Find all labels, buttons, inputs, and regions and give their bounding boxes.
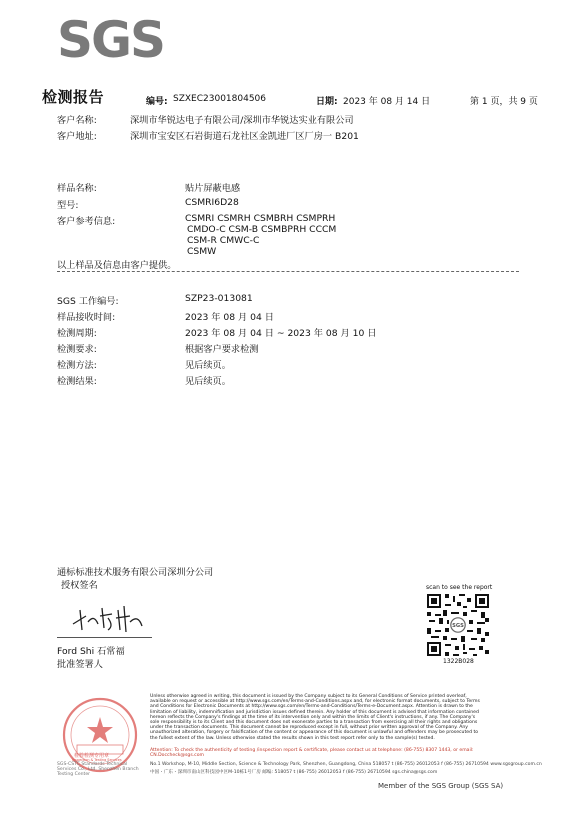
model-label: 型号: (57, 200, 79, 211)
ref-line-1: CSMRI CSMRH CSMBRH CSMPRH (185, 213, 336, 224)
ref-label: 客户参考信息: (57, 216, 116, 227)
recv-date: 2023 年 08 月 04 日 (185, 312, 274, 323)
req-value: 根据客户要求检测 (185, 344, 259, 355)
result-value: 见后续页。 (185, 376, 231, 387)
method-value: 见后续页。 (185, 360, 231, 371)
address-en: No.1 Workshop, M-10, Middle Section, Science & Technology Park, Shenzhen, Guangdong, China 518057 t (86-755) 26012053 f (86-755) 26710594 www.sgsgroup.com.cn (150, 762, 542, 767)
svg-text:SGS: SGS (452, 623, 464, 630)
ref-line-4: CSMW (187, 246, 217, 257)
period-value: 2023 年 08 月 04 日 ~ 2023 年 08 月 10 日 (185, 328, 377, 339)
page-number: 第 1 页，共 9 页 (470, 97, 538, 107)
ref-line-2: CMDO-C CSM-B CSMBPRH CCCM (187, 224, 337, 235)
stamp-subtext: Inspection & Testing Services (72, 758, 122, 762)
handwritten-signature (68, 596, 148, 636)
stamp-text: 检验检测专用章 (74, 753, 110, 759)
client-name-label: 客户名称: (57, 115, 97, 126)
client-addr-label: 客户地址: (57, 131, 97, 142)
sample-name-label: 样品名称: (57, 183, 97, 194)
sgs-logo (57, 11, 165, 69)
scan-label: scan to see the report (426, 584, 493, 591)
period-label: 检测周期: (57, 328, 97, 339)
qr-code-number: 1322B028 (443, 658, 474, 665)
model-value: CSMRI6D28 (185, 197, 239, 208)
job-label: SGS 工作编号: (57, 296, 119, 307)
report-no-label: 编号: (146, 97, 168, 107)
signer-title: 批准签署人 (57, 659, 103, 670)
sample-name: 贴片屏蔽电感 (185, 183, 241, 194)
ref-line-3: CSM-R CMWC-C (187, 235, 260, 246)
client-addr: 深圳市宝安区石岩街道石龙社区金凯进厂区厂房一 B201 (130, 131, 359, 142)
report-no: SZXEC23001804506 (173, 94, 267, 104)
report-date: 2023 年 08 月 14 日 (343, 97, 431, 107)
sgs-logo-text: SGS (57, 11, 165, 69)
sgs-member-note: Member of the SGS Group (SGS SA) (378, 782, 504, 790)
divider (57, 271, 519, 272)
signer-name: Ford Shi 石常福 (57, 646, 125, 657)
job-no: SZP23-013081 (185, 293, 253, 304)
qr-code-icon (425, 592, 491, 658)
req-label: 检测要求: (57, 344, 97, 355)
method-label: 检测方法: (57, 360, 97, 371)
authorized-label: 授权签名 (61, 580, 98, 591)
company-en: SGS-CSTC Standards Technical Services Co., Ltd. Shenzhen Branch Testing Center (57, 762, 139, 777)
terms-fine-print: Unless otherwise agreed in writing, this document is issued by the Company subject to its General Conditions of Service printed overleaf, available on request or accessible at http://www.sgs.com/en/Terms-and-Conditions.aspx and, for electronic format documents, subject to Terms and Conditions for Electronic Documents at http://www.sgs.com/en/Terms-and-Conditions/Terms-e-Document.aspx. Attention is drawn to the limitation of liability, indemnification and jurisdiction issues defined therein. Any holder of this document is advised that information contained hereon reflects the Company's findings at the time of its intervention only and within the limits of Client's instructions, if any. The Company's sole responsibility is to its Client and this document does not exonerate parties to a transaction from exercising all their rights and obligations under the transaction documents. This document cannot be reproduced except in full, without prior written approval of the Company. Any unauthorized alteration, forgery or falsification of the content or appearance of this document is unlawful and offenders may be prosecuted to the fullest extent of the law. Unless otherwise stated the results shown in this test report refer only to the sample(s) tested. (150, 694, 480, 741)
company-name: 通标标准技术服务有限公司深圳分公司 (57, 567, 214, 578)
authenticity-notice: Attention: To check the authenticity of testing /inspection report & certificate, please contact us at telephone: (86-755) 8307 1443, or email: CN.Doccheck@sgs.com (150, 748, 474, 759)
result-label: 检测结果: (57, 376, 97, 387)
recv-label: 样品接收时间: (57, 312, 116, 323)
report-title: 检测报告 (42, 88, 105, 106)
sample-note: 以上样品及信息由客户提供。 (57, 260, 177, 271)
address-cn: 中国・广东・深圳市南山区科技园中区M-10栋1号厂房 邮编: 518057 t (86-755) 26012053 f (86-755) 26710594 sgs.china@sgs.com (150, 770, 438, 775)
date-label: 日期: (316, 97, 338, 107)
client-name: 深圳市华锐达电子有限公司/深圳市华锐达实业有限公司 (130, 115, 354, 126)
signature-line (57, 637, 152, 638)
